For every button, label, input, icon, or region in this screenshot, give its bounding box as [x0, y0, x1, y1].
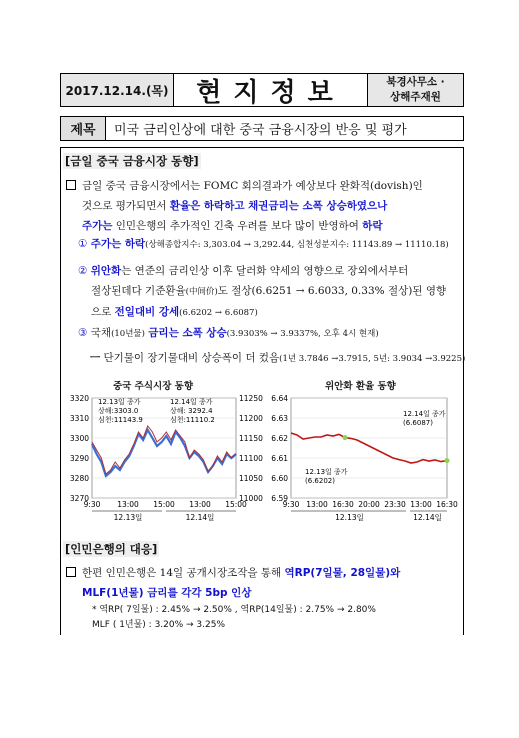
subject-text: 미국 금리인상에 대한 중국 금융시장의 반응 및 평가	[114, 123, 407, 138]
office-name	[368, 74, 463, 106]
y-left-tick-label: 3270	[69, 494, 89, 503]
fx-chart-title: 위안화 환율 동향	[325, 381, 396, 392]
report-header	[60, 73, 464, 107]
y-tick-label: 6.62	[271, 434, 288, 443]
y-left-tick-label: 3280	[69, 474, 89, 483]
x-tick-label: 13:00	[189, 500, 211, 509]
y-tick-label: 6.64	[271, 394, 288, 403]
section1-heading: [금일 중국 금융시장 동향]	[65, 154, 199, 168]
pboc-line2: MLF(1년물) 금리를 각각 5bp 인상	[82, 587, 252, 599]
subject-row	[60, 116, 464, 141]
stock-chart	[60, 390, 270, 530]
subject-label: 제목	[61, 117, 106, 140]
intro-line3: 주가는 인민은행의 추가적인 긴축 우려를 보다 많이 반영하여 하락	[82, 220, 383, 232]
intro-line1: 금일 중국 금융시장에서는 FOMC 회의결과가 예상보다 완화적(dovish)인	[66, 176, 461, 196]
x-tick-label: 13:00	[410, 500, 432, 509]
office-line1: 북경사무소 ·	[386, 76, 445, 88]
y-left-tick-label: 3310	[69, 414, 89, 423]
annotation-text: 심천:11110.2	[170, 416, 215, 424]
date-label: 12.13일	[113, 513, 143, 522]
y-left-tick-label: 3290	[69, 454, 89, 463]
bond-subnote: ㅡ 단기물이 장기물대비 상승폭이 더 컸음(1년 3.7846 →3.7915, 5년: 3.9034 →3.9225)	[90, 352, 466, 364]
close-marker	[343, 435, 348, 440]
pboc-paragraph	[66, 563, 461, 603]
x-tick-label: 13:00	[117, 500, 139, 509]
item-bond: ③ 국채(10년물) 금리는 소폭 상승(3.9303% → 3.9337%, 오후 4시 현재)	[78, 327, 379, 339]
annotation-text: 상해: 3292.4	[170, 407, 213, 415]
y-left-tick-label: 3300	[69, 434, 89, 443]
y-tick-label: 6.61	[271, 454, 288, 463]
report-title: 현지정보	[174, 74, 368, 106]
rate-note-mlf: MLF ( 1년물) : 3.20% → 3.25%	[92, 620, 226, 630]
item-stock: ① 주가는 하락(상해종합지수: 3,303.04 → 3,292.44, 심천성분지수: 11143.89 → 11110.18)	[78, 238, 449, 250]
y-left-tick-label: 3320	[69, 394, 89, 403]
annotation-text: 상해:3303.0	[98, 407, 139, 415]
x-tick-label: 16:30	[436, 500, 458, 509]
y-right-tick-label: 11250	[239, 394, 263, 403]
annotation-text: 12.14일 종가	[403, 410, 446, 418]
annotation-text: (6.6087)	[403, 419, 433, 427]
annotation-text: (6.6202)	[305, 477, 335, 485]
y-right-tick-label: 11100	[239, 454, 263, 463]
date-label: 12.14일	[413, 513, 442, 522]
close-marker	[445, 458, 450, 463]
rate-note-rp: * 역RP( 7일물) : 2.45% → 2.50% , 역RP(14일물) : 2.75% → 2.80%	[92, 605, 376, 615]
office-line2: 상해주재원	[390, 91, 441, 103]
x-tick-label: 20:00	[358, 500, 380, 509]
x-tick-label: 16:30	[332, 500, 354, 509]
stock-chart-title: 중국 주식시장 동향	[113, 381, 194, 392]
y-right-tick-label: 11150	[239, 434, 263, 443]
y-tick-label: 6.60	[271, 474, 288, 483]
x-tick-label: 9:30	[83, 500, 101, 509]
y-right-tick-label: 11050	[239, 474, 263, 483]
annotation-text: 12.13일 종가	[98, 398, 141, 406]
y-tick-label: 6.63	[271, 414, 288, 423]
x-tick-label: 23:30	[384, 500, 406, 509]
fx-chart	[265, 390, 465, 530]
date-label: 12.13일	[335, 513, 364, 522]
x-tick-label: 9:30	[282, 500, 300, 509]
annotation-text: 심천:11143.9	[98, 416, 143, 424]
checkbox-bullet-icon	[66, 180, 76, 190]
checkbox-bullet-icon	[66, 567, 76, 577]
x-tick-label: 15:00	[225, 500, 247, 509]
annotation-text: 12.13일 종가	[305, 468, 348, 476]
section2-heading: [인민은행의 대응]	[65, 542, 158, 556]
intro-paragraph	[66, 176, 461, 236]
date-label: 12.14일	[185, 513, 215, 522]
x-tick-label: 13:00	[306, 500, 328, 509]
rate-notes	[92, 603, 376, 633]
annotation-text: 12.14일 종가	[170, 398, 213, 406]
y-right-tick-label: 11000	[239, 494, 263, 503]
y-tick-label: 6.59	[271, 494, 288, 503]
item-yuan: ② 위안화는 연준의 금리인상 이후 달러화 약세의 영향으로 장외에서부터 절상된데다 기준환율(中间价)도 절상(6.6251 → 6.6033, 0.33% 절상)된 영향 으로 전일대비 강세(6.6202 → 6.6087)	[78, 265, 447, 318]
x-tick-label: 15:00	[153, 500, 175, 509]
report-date: 2017.12.14.(목)	[61, 74, 174, 106]
pboc-line1: 한편 인민은행은 14일 공개시장조작을 통해 역RP(7일물, 28일물)와	[66, 563, 461, 583]
intro-line2: 것으로 평가되면서 환율은 하락하고 채권금리는 소폭 상승하였으나	[82, 200, 388, 212]
y-right-tick-label: 11200	[239, 414, 263, 423]
